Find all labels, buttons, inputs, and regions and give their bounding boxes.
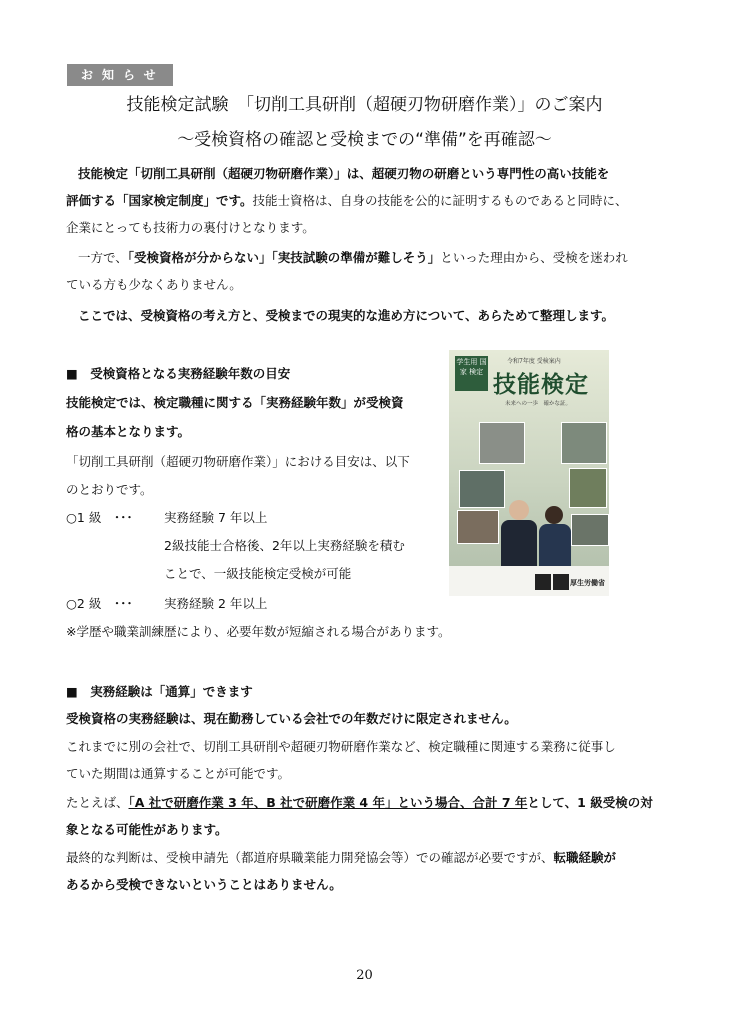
poster-photo — [457, 510, 499, 544]
section1-heading: ■ 受検資格となる実務経験年数の目安 — [66, 366, 291, 381]
grade1-value: 実務経験 7 年以上 — [164, 510, 268, 525]
poster-year: 令和7年度 受検案内 — [507, 358, 561, 365]
section2-example-2: 象となる可能性があります。 — [66, 822, 228, 837]
section2-text-2: ていた期間は通算することが可能です。 — [66, 766, 291, 781]
section1-lead-1: 技能検定では、検定職種に関する「実務経験年数」が受検資 — [66, 395, 404, 410]
qr-code-icon — [553, 574, 569, 590]
example-emphasis: 「A 社で研磨作業 3 年、B 社で研磨作業 4 年」という場合、合計 7 年 — [128, 795, 528, 810]
intro-line-2-rest: 技能士資格は、自身の技能を公的に証明するものであると同時に、 — [252, 193, 628, 208]
poster-photo — [569, 468, 607, 508]
section2-lead: 受検資格の実務経験は、現在勤務している会社での年数だけに限定されません。 — [66, 711, 517, 726]
intro-line-1: 技能検定「切削工具研削（超硬刃物研磨作業）」は、超硬刃物の研磨という専門性の高い技能を — [78, 166, 610, 181]
intro-line-2-bold: 評価する「国家検定制度」です。 — [66, 193, 253, 208]
intro-line-4-a: 一方で、 — [78, 250, 128, 265]
intro-line-4-bold: 「受検資格が分からない」「実技試験の準備が難しそう」 — [127, 250, 441, 265]
exam-guide-poster — [449, 350, 609, 596]
poster-subtitle: 未来への一歩 確かな証。 — [505, 401, 572, 407]
example-prefix: たとえば、 — [66, 795, 129, 810]
section2-final-1 — [66, 846, 616, 870]
final-text: 最終的な判断は、受検申請先（都道府県職業能力開発協会等）での確認が必要ですが、 — [66, 850, 554, 865]
poster-person-suit — [501, 520, 537, 566]
grade2-label: ○2 級 ･･･ — [66, 596, 133, 611]
poster-tag: 学生用 国家 検定 — [455, 356, 488, 391]
poster-person-head — [545, 506, 563, 524]
notice-badge: お知らせ — [67, 64, 173, 86]
page-number: 20 — [356, 968, 373, 983]
section2-final-2: あるから受検できないということはありません。 — [66, 877, 342, 892]
section1-note: ※学歴や職業訓練歴により、必要年数が短縮される場合があります。 — [66, 624, 451, 639]
grade1-note-1: 2級技能士合格後、2年以上実務経験を積む — [164, 538, 405, 553]
grade1-note-2: ことで、一級技能検定受検が可能 — [164, 566, 352, 581]
poster-photo — [459, 470, 505, 508]
section1-text-1: 「切削工具研削（超硬刃物研磨作業）」における目安は、以下 — [66, 454, 410, 469]
section2-heading: ■ 実務経験は「通算」できます — [66, 684, 253, 699]
grade1-label: ○1 級 ･･･ — [66, 510, 133, 525]
intro-line-2 — [66, 187, 628, 214]
poster-title: 技能検定 — [493, 371, 589, 398]
intro-line-4 — [78, 244, 628, 271]
section2-example-1 — [66, 791, 653, 815]
intro-line-6: ここでは、受検資格の考え方と、受検までの現実的な進め方について、あらためて整理します。 — [78, 308, 615, 323]
qr-code-icon — [535, 574, 551, 590]
poster-person-suit — [539, 524, 571, 566]
poster-photo — [571, 514, 609, 546]
section1-text-2: のとおりです。 — [66, 482, 153, 497]
section2-text-1: これまでに別の会社で、切削工具研削や超硬刃物研磨作業など、検定職種に関連する業務に従事し — [66, 739, 616, 754]
intro-line-4-c: といった理由から、受検を迷われ — [440, 250, 628, 265]
example-suffix: として、1 級受検の対 — [527, 795, 653, 810]
intro-line-5: ている方も少なくありません。 — [66, 277, 242, 292]
page-subtitle: ～受検資格の確認と受検までの“準備”を再確認～ — [177, 130, 552, 150]
poster-ministry: 厚生労働省 — [570, 579, 605, 587]
poster-person-head — [509, 500, 529, 520]
page-title: 技能検定試験 「切削工具研削（超硬刃物研磨作業）」のご案内 — [126, 95, 603, 115]
poster-photo — [479, 422, 525, 464]
final-emphasis: 転職経験が — [553, 850, 617, 865]
poster-photo — [561, 422, 607, 464]
section1-lead-2: 格の基本となります。 — [66, 424, 191, 439]
intro-line-3: 企業にとっても技術力の裏付けとなります。 — [66, 220, 315, 235]
grade2-value: 実務経験 2 年以上 — [164, 596, 268, 611]
